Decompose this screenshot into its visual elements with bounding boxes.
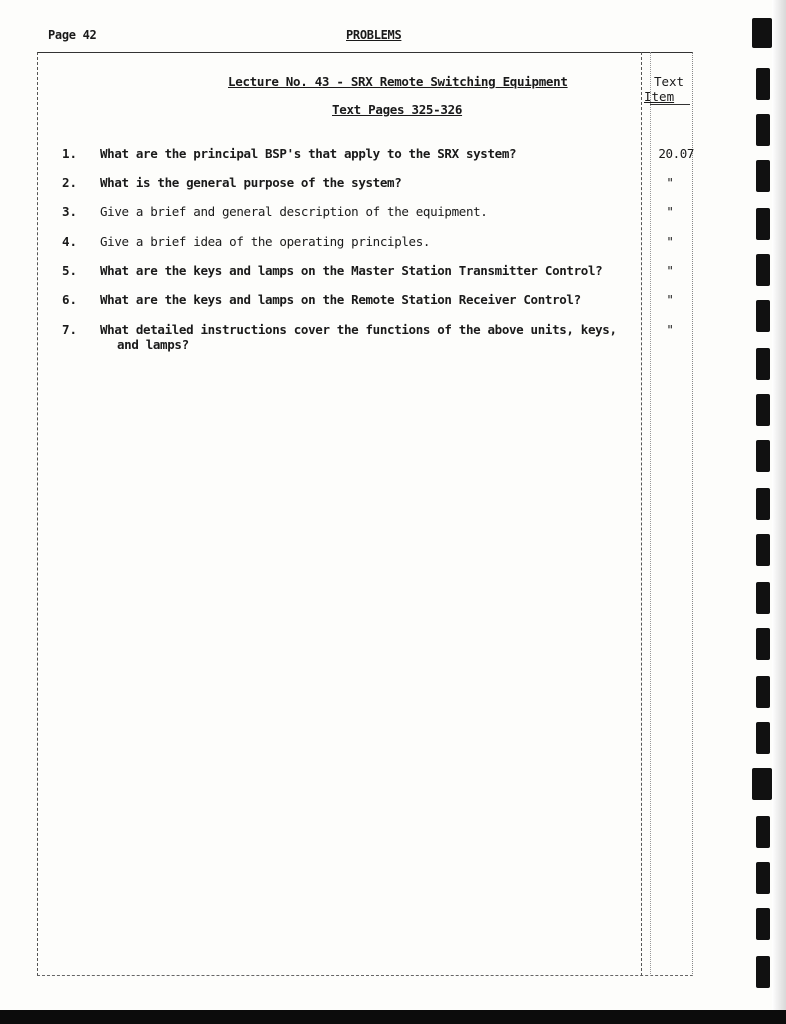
text-item-ref: 20.07	[658, 146, 694, 161]
binding-hole	[756, 722, 770, 754]
column-divider-inner	[650, 52, 651, 976]
binding-hole	[752, 768, 772, 800]
question-number: 3.	[62, 204, 78, 219]
question-text: Give a brief idea of the operating principles.	[100, 234, 431, 249]
binding-hole	[756, 582, 770, 614]
ditto-mark: "	[666, 175, 674, 190]
scan-bottom-edge	[0, 1010, 786, 1024]
question-text-continuation: and lamps?	[117, 337, 189, 352]
binding-hole	[756, 160, 770, 192]
question-number: 1.	[62, 146, 78, 161]
binding-hole	[756, 68, 770, 100]
question-text: Give a brief and general description of the equipment.	[100, 204, 488, 219]
binding-holes	[752, 0, 786, 1024]
binding-hole	[756, 534, 770, 566]
column-header-rule	[650, 104, 690, 105]
question-number: 2.	[62, 175, 78, 190]
binding-hole	[756, 956, 770, 988]
problems-frame	[37, 52, 693, 976]
text-item-column-header	[644, 74, 690, 104]
column-divider	[641, 52, 642, 976]
question-number: 7.	[62, 322, 78, 337]
binding-hole	[756, 254, 770, 286]
ditto-mark: "	[666, 263, 674, 278]
binding-hole	[756, 908, 770, 940]
lecture-title: Lecture No. 43 - SRX Remote Switching Equipment	[228, 74, 568, 89]
question-number: 6.	[62, 292, 78, 307]
binding-hole	[756, 114, 770, 146]
question-row	[62, 322, 702, 354]
question-text: What detailed instructions cover the functions of the above units, keys,	[100, 322, 617, 337]
ditto-mark: "	[666, 292, 674, 307]
binding-hole	[756, 628, 770, 660]
column-header-item: Item	[644, 89, 675, 104]
column-header-text: Text	[653, 74, 685, 89]
ditto-mark: "	[666, 322, 674, 337]
ditto-mark: "	[666, 234, 674, 249]
binding-hole	[756, 348, 770, 380]
question-text: What is the general purpose of the system?	[100, 175, 402, 190]
ditto-mark: "	[666, 204, 674, 219]
text-pages-label: Text Pages 325-326	[332, 102, 463, 117]
binding-hole	[756, 862, 770, 894]
page-title: PROBLEMS	[346, 28, 402, 42]
binding-hole	[752, 18, 772, 48]
question-number: 4.	[62, 234, 78, 249]
binding-hole	[756, 394, 770, 426]
page-number: Page 42	[48, 28, 97, 42]
binding-hole	[756, 488, 770, 520]
binding-hole	[756, 816, 770, 848]
binding-hole	[756, 208, 770, 240]
question-text: What are the keys and lamps on the Master Station Transmitter Control?	[100, 263, 603, 278]
binding-hole	[756, 440, 770, 472]
binding-hole	[756, 676, 770, 708]
question-number: 5.	[62, 263, 78, 278]
question-text: What are the principal BSP's that apply to the SRX system?	[100, 146, 517, 161]
binding-hole	[756, 300, 770, 332]
question-text: What are the keys and lamps on the Remote Station Receiver Control?	[100, 292, 581, 307]
